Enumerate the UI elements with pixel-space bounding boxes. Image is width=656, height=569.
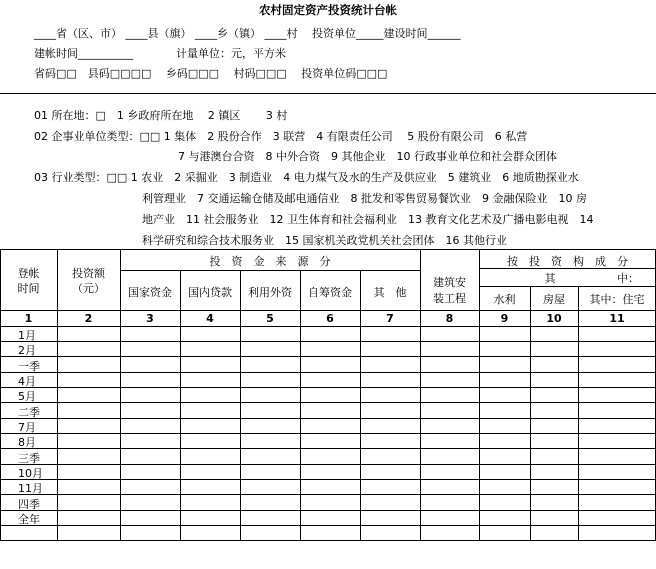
header-amount-2: （元） bbox=[72, 282, 105, 295]
col-number: 6 bbox=[326, 312, 334, 325]
header-comp-resid: 其中：住宅 bbox=[589, 293, 645, 306]
item-industry-cont1: 利管理业 7 交通运输仓储及邮电通信业 8 批发和零售贸易餐饮业 9 金融保险业 10 房 bbox=[142, 192, 587, 205]
header-unit: 计量单位：元，平方米 bbox=[176, 47, 286, 60]
header-sub-zhong: 中： bbox=[617, 272, 639, 285]
row-label: 二季 bbox=[18, 406, 40, 419]
header-comp-water: 水利 bbox=[493, 293, 516, 306]
row-label: 11月 bbox=[18, 482, 43, 495]
col-number: 2 bbox=[84, 312, 93, 325]
row-label: 2月 bbox=[18, 344, 36, 357]
row-label: 1月 bbox=[18, 329, 36, 342]
col-number: 7 bbox=[386, 312, 394, 325]
col-number: 8 bbox=[445, 312, 454, 325]
col-number: 11 bbox=[609, 312, 625, 325]
item-industry-cont3: 科学研究和综合技术服务业 15 国家机关政党机关社会团体 16 其他行业 bbox=[142, 234, 507, 247]
col-number: 1 bbox=[24, 312, 33, 325]
row-label: 四季 bbox=[18, 498, 40, 511]
row-label: 全年 bbox=[18, 513, 40, 526]
row-label: 7月 bbox=[18, 421, 36, 434]
header-source-group: 投 资 金 来 源 分 bbox=[209, 255, 331, 268]
header-composition-group: 按 投 资 构 成 分 bbox=[507, 255, 628, 268]
col-number: 9 bbox=[500, 312, 509, 325]
row-label: 8月 bbox=[18, 436, 36, 449]
row-label: 5月 bbox=[18, 390, 36, 403]
header-divider bbox=[0, 93, 656, 94]
item-industry-cont2: 地产业 11 社会服务业 12 卫生体育和社会福利业 13 教育文化艺术及广播电影电视 14 bbox=[142, 213, 594, 226]
item-industry: 03 行业类型：□□ 1 农业 2 采掘业 3 制造业 4 电力煤气及水的生产及供应业 5 建筑业 6 地质勘探业水 bbox=[34, 171, 579, 184]
col-number: 5 bbox=[266, 312, 274, 325]
header-codes-line: 省码□□ 县码□□□□ 乡码□□□ 村码□□□ 投资单位码□□□ bbox=[34, 67, 388, 80]
col-number: 4 bbox=[206, 312, 214, 325]
header-src-foreign: 利用外资 bbox=[248, 286, 292, 299]
item-unit-type-cont: 7 与港澳台合资 8 中外合资 9 其他企业 10 行政事业单位和社会群众团体 bbox=[178, 150, 557, 163]
header-date-1: 登帐 bbox=[17, 267, 40, 280]
header-sub-qi: 其 bbox=[544, 272, 556, 285]
header-install-2: 装工程 bbox=[433, 292, 466, 305]
header-date-2: 时间 bbox=[17, 282, 40, 295]
header-src-loan: 国内贷款 bbox=[188, 286, 232, 299]
row-label: 三季 bbox=[18, 452, 40, 465]
header-src-other: 其 他 bbox=[373, 286, 407, 299]
header-location-line: ____省（区、市） ____县（旗） ____乡（镇） ____村 投资单位_____建设时间______ bbox=[34, 27, 461, 40]
row-label: 4月 bbox=[18, 375, 36, 388]
item-unit-type: 02 企事业单位类型：□□ 1 集体 2 股份合作 3 联营 4 有限责任公司 5 股份有限公司 6 私营 bbox=[34, 130, 528, 143]
header-src-state: 国家资金 bbox=[128, 286, 172, 299]
item-location: 01 所在地：□ 1 乡政府所在地 2 镇区 3 村 bbox=[34, 109, 288, 122]
header-comp-house: 房屋 bbox=[543, 293, 565, 306]
col-number: 10 bbox=[546, 312, 562, 325]
row-label: 10月 bbox=[18, 467, 43, 480]
header-install-1: 建筑安 bbox=[433, 276, 466, 289]
header-setup-time: 建帐时间__________ bbox=[34, 47, 133, 60]
col-number: 3 bbox=[146, 312, 154, 325]
page-title: 农村固定资产投资统计台帐 bbox=[259, 3, 397, 17]
row-label: 一季 bbox=[18, 360, 40, 373]
header-amount-1: 投资额 bbox=[72, 267, 105, 280]
header-src-self: 自筹资金 bbox=[308, 286, 352, 299]
